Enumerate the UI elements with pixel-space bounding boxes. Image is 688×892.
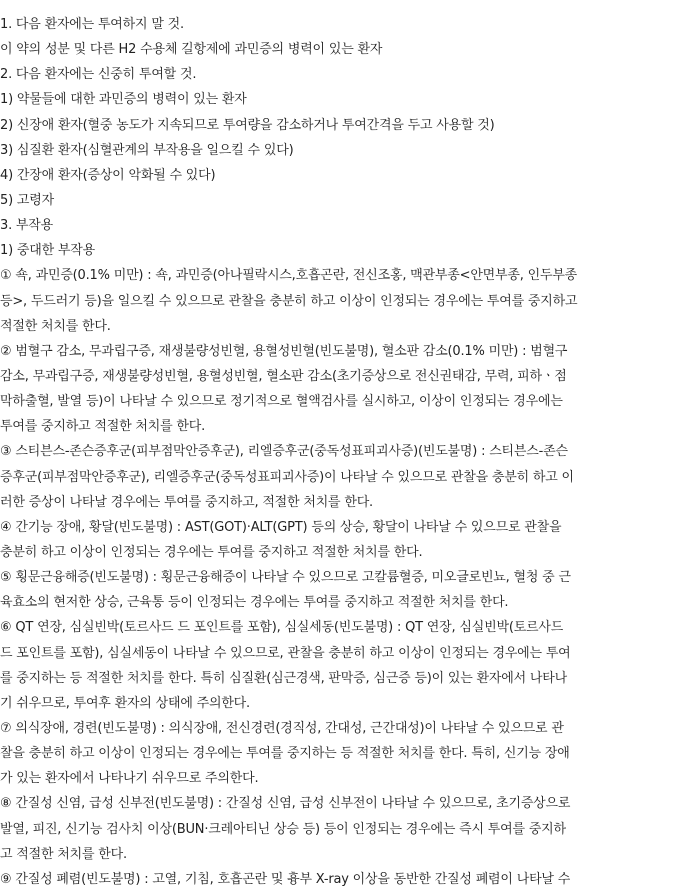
text-line: 드 포인트를 포함), 심실세동이 나타날 수 있으므로, 관찰을 충분히 하고 이상이 인정되는 경우에는 투여 [0, 645, 571, 661]
text-line: 고 적절한 처치를 한다. [0, 846, 127, 862]
text-line: 충분히 하고 이상이 인정되는 경우에는 투여를 중지하고 적절한 처치를 한다. [0, 544, 423, 560]
text-line: ① 쇽, 과민증(0.1% 미만) : 쇽, 과민증(아나필락시스,호흡곤란, 전신조홍, 맥관부종<안면부종, 인두부종 [0, 268, 578, 284]
text-line: 막하출혈, 발열 등)이 나타날 수 있으므로 정기적으로 혈액검사를 실시하고, 이상이 인정되는 경우에는 [0, 394, 563, 410]
text-line: ④ 간기능 장애, 황달(빈도불명) : AST(GOT)·ALT(GPT) 등의 상승, 황달이 나타날 수 있으므로 관찰을 [0, 519, 562, 535]
text-line: 기 쉬우므로, 투여후 환자의 상태에 주의한다. [0, 695, 250, 711]
text-line: 등>, 두드러기 등)을 일으킬 수 있으므로 관찰을 충분히 하고 이상이 인정되는 경우에는 투여를 중지하고 [0, 293, 578, 309]
text-line: 1) 중대한 부작용 [0, 243, 95, 259]
text-line: 증후군(피부점막안증후군), 리엘증후군(중독성표피괴사증)이 나타날 수 있으므로 관찰을 충분히 하고 이 [0, 469, 574, 485]
text-line: ⑨ 간질성 폐렴(빈도불명) : 고열, 기침, 호흡곤란 및 흉부 X-ray 이상을 동반한 간질성 폐렴이 나타날 수 [0, 871, 571, 887]
text-line: ③ 스티븐스-존슨증후군(피부점막안증후군), 리엘증후군(중독성표피괴사증)(빈도불명) : 스티븐스-존슨 [0, 444, 568, 460]
text-line: 가 있는 환자에서 나타나기 쉬우므로 주의한다. [0, 771, 259, 787]
text-line: 육효소의 현저한 상승, 근육통 등이 인정되는 경우에는 투여를 중지하고 적절한 처치를 한다. [0, 595, 509, 611]
text-line: ② 범혈구 감소, 무과립구증, 재생불량성빈혈, 용혈성빈혈(빈도불명), 혈소판 감소(0.1% 미만) : 범혈구 [0, 343, 568, 359]
text-line: 이 약의 성분 및 다른 H2 수용체 길항제에 과민증의 병력이 있는 환자 [0, 42, 383, 58]
text-line: 찰을 충분히 하고 이상이 인정되는 경우에는 투여를 중지하는 등 적절한 처치를 한다. 특히, 신기능 장애 [0, 746, 570, 762]
text-line: 러한 증상이 나타날 경우에는 투여를 중지하고, 적절한 처치를 한다. [0, 494, 373, 510]
text-line: 감소, 무과립구증, 재생불량성빈혈, 용혈성빈혈, 혈소판 감소(초기증상으로 전신권태감, 무력, 피하ㆍ점 [0, 368, 567, 384]
text-line: 적절한 처치를 한다. [0, 318, 111, 334]
text-line: 발열, 피진, 신기능 검사치 이상(BUN·크레아티닌 상승 등) 등이 인정되는 경우에는 즉시 투여를 중지하 [0, 821, 566, 837]
text-line: 1. 다음 환자에는 투여하지 말 것. [0, 17, 184, 32]
text-line: ⑤ 횡문근융해증(빈도불명) : 횡문근융해증이 나타날 수 있으므로 고칼륨혈증, 미오글로빈뇨, 혈청 중 근 [0, 570, 571, 586]
text-line: ⑧ 간질성 신염, 급성 신부전(빈도불명) : 간질성 신염, 급성 신부전이 나타날 수 있으므로, 초기증상으로 [0, 796, 571, 812]
text-line: 3) 심질환 환자(심혈관계의 부작용을 일으킬 수 있다) [0, 142, 294, 158]
text-line: 2) 신장애 환자(혈중 농도가 지속되므로 투여량을 감소하거나 투여간격을 두고 사용할 것) [0, 117, 495, 133]
text-line: 4) 간장애 환자(증상이 악화될 수 있다) [0, 167, 216, 183]
text-line: 3. 부작용 [0, 218, 54, 234]
text-line: ⑦ 의식장애, 경련(빈도불명) : 의식장애, 전신경련(경직성, 간대성, 근간대성)이 나타날 수 있으므로 관 [0, 720, 564, 736]
text-line: 투여를 중지하고 적절한 처치를 한다. [0, 419, 206, 435]
text-line: 1) 약물들에 대한 과민증의 병력이 있는 환자 [0, 92, 247, 108]
text-line: ⑥ QT 연장, 심실빈박(토르사드 드 포인트를 포함), 심실세동(빈도불명) : QT 연장, 심실빈박(토르사드 [0, 620, 564, 636]
text-line: 2. 다음 환자에는 신중히 투여할 것. [0, 67, 197, 83]
text-line: 5) 고령자 [0, 192, 54, 208]
text-line: 를 중지하는 등 적절한 처치를 한다. 특히 심질환(심근경색, 판막증, 심근증 등)이 있는 환자에서 나타나 [0, 670, 567, 686]
